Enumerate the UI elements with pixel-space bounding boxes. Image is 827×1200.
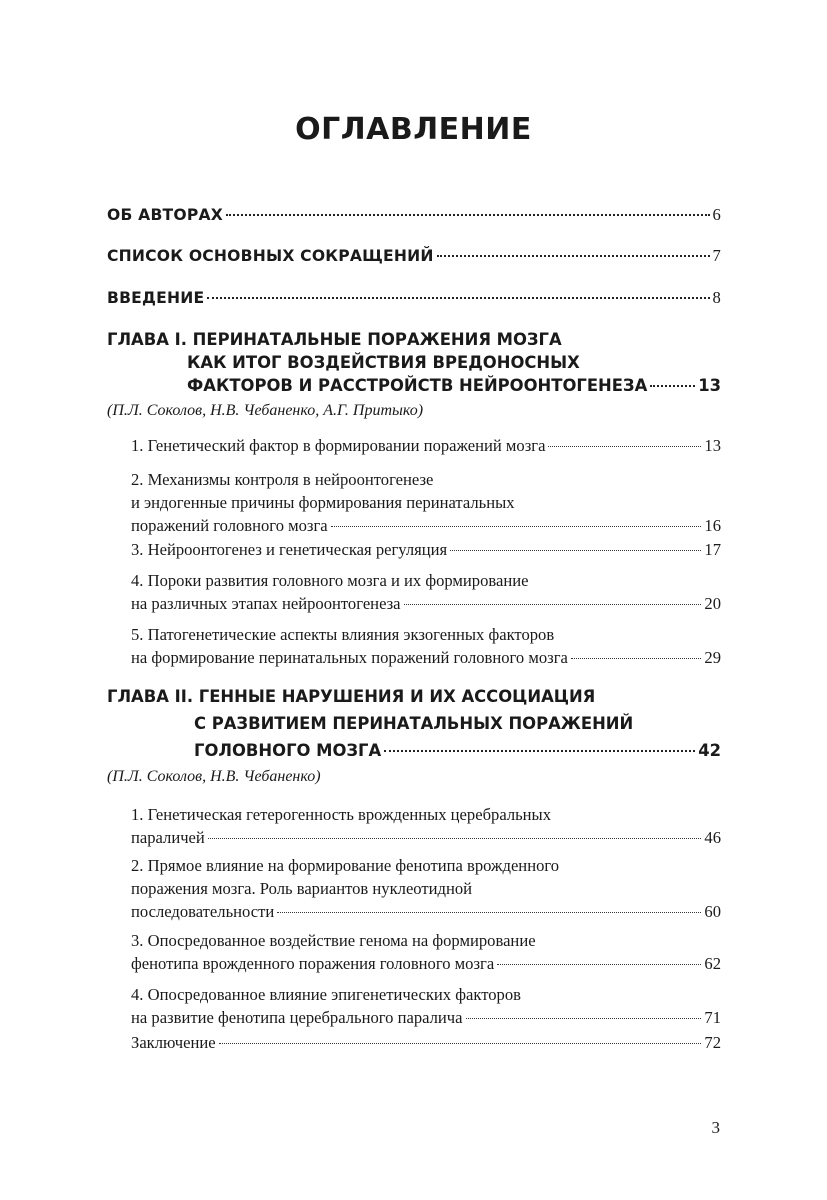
toc-entry-introduction[interactable]: ВВЕДЕНИЕ 8	[107, 288, 721, 307]
dot-leader	[207, 297, 709, 299]
dot-leader	[384, 750, 695, 752]
chapter-2-authors: (П.Л. Соколов, Н.В. Чебаненко)	[107, 768, 321, 785]
dot-leader	[331, 526, 702, 527]
dot-leader	[571, 658, 702, 659]
chapter-2-heading-line: С РАЗВИТИЕМ ПЕРИНАТАЛЬНЫХ ПОРАЖЕНИЙ	[194, 714, 634, 733]
chapter-2-heading-line: ГЛАВА II. ГЕННЫЕ НАРУШЕНИЯ И ИХ АССОЦИАЦИЯ	[107, 687, 596, 706]
toc-section-conclusion[interactable]: Заключение 72	[131, 1033, 721, 1052]
dot-leader	[404, 604, 702, 605]
chapter-1-heading-line: КАК ИТОГ ВОЗДЕЙСТВИЯ ВРЕДОНОСНЫХ	[187, 353, 580, 372]
toc-entry-abbreviations[interactable]: СПИСОК ОСНОВНЫХ СОКРАЩЕНИЙ 7	[107, 246, 721, 265]
chapter-1-page: 13	[698, 376, 721, 395]
toc-section[interactable]: 1. Генетическая гетерогенность врожденных церебральных параличей 46	[131, 805, 721, 847]
chapter-2-page: 42	[698, 741, 721, 760]
page-title: ОГЛАВЛЕНИЕ	[295, 112, 532, 147]
chapter-1-heading-last-line: ФАКТОРОВ И РАССТРОЙСТВ НЕЙРООНТОГЕНЕЗА 13	[187, 376, 721, 395]
page-number: 3	[711, 1118, 720, 1137]
dot-leader	[466, 1018, 702, 1019]
dot-leader	[219, 1043, 702, 1044]
dot-leader	[226, 214, 710, 216]
dot-leader	[650, 385, 695, 387]
dot-leader	[437, 255, 710, 257]
dot-leader	[497, 964, 701, 965]
chapter-2-heading-last-line: ГОЛОВНОГО МОЗГА 42	[107, 737, 721, 764]
chapter-1[interactable]	[107, 328, 721, 397]
toc-section[interactable]: 2. Прямое влияние на формирование фенотипа врожденного поражения мозга. Роль вариантов нуклеотидной последовательности 60	[131, 856, 721, 921]
toc-section[interactable]: 4. Пороки развития головного мозга и их формирование на различных этапах нейроонтогенеза 20	[131, 571, 721, 613]
toc-section[interactable]: 1. Генетический фактор в формировании поражений мозга 13	[131, 436, 721, 455]
chapter-1-authors: (П.Л. Соколов, Н.В. Чебаненко, А.Г. Притыко)	[107, 402, 424, 419]
toc-entry-about-authors[interactable]: ОБ АВТОРАХ 6	[107, 205, 721, 224]
chapter-1-heading-line: ГЛАВА I. ПЕРИНАТАЛЬНЫЕ ПОРАЖЕНИЯ МОЗГА	[107, 330, 562, 349]
toc-section[interactable]: 5. Патогенетические аспекты влияния экзогенных факторов на формирование перинатальных поражений головного мозга 29	[131, 625, 721, 667]
dot-leader	[208, 838, 702, 839]
dot-leader	[450, 550, 701, 551]
dot-leader	[277, 912, 701, 913]
chapter-2[interactable]	[107, 683, 721, 764]
toc-section[interactable]: 4. Опосредованное влияние эпигенетических факторов на развитие фенотипа церебрального паралича 71	[131, 985, 721, 1027]
toc-section[interactable]: 3. Нейроонтогенез и генетическая регуляция 17	[131, 540, 721, 559]
toc-section[interactable]: 2. Механизмы контроля в нейроонтогенезе и эндогенные причины формирования перинатальных поражений головного мозга 16	[131, 470, 721, 535]
dot-leader	[548, 446, 701, 447]
toc-section[interactable]: 3. Опосредованное воздействие генома на формирование фенотипа врожденного поражения головного мозга 62	[131, 931, 721, 973]
